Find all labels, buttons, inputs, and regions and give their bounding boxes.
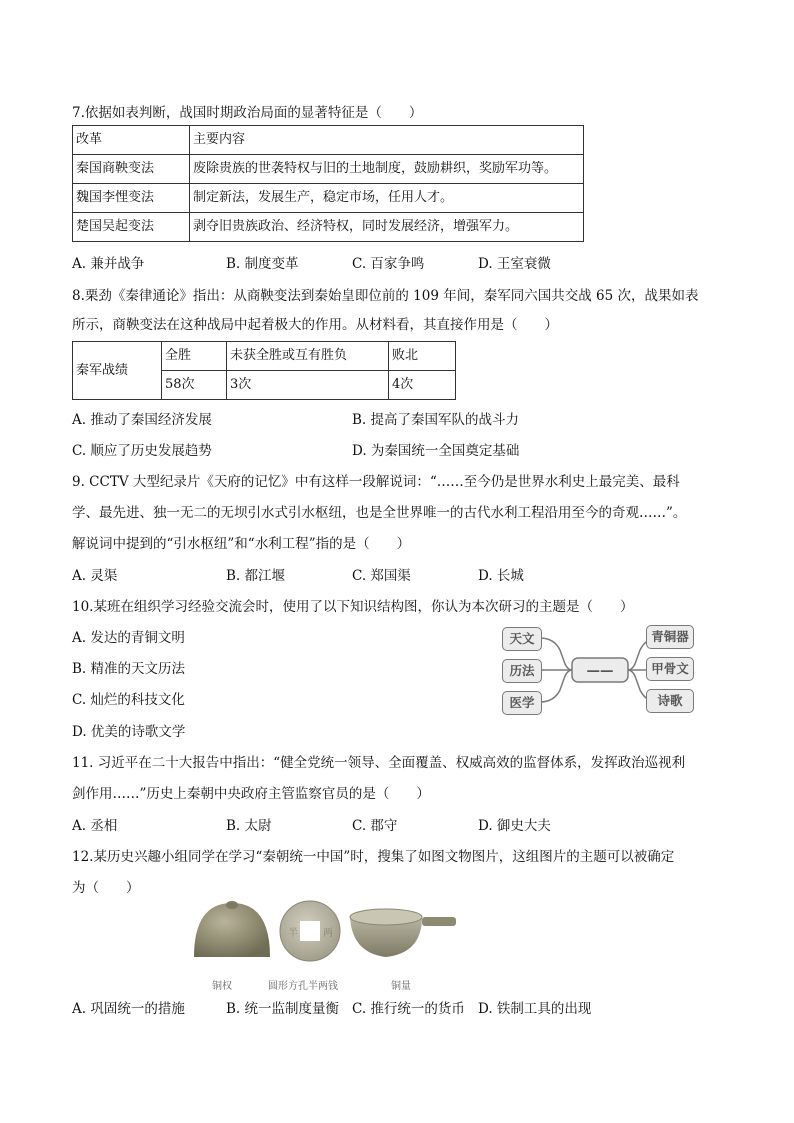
bronze-measure-image — [350, 909, 456, 957]
q7-table — [72, 125, 584, 242]
q9-stem-line3: 解说词中提到的“引水枢纽”和“水利工程”指的是（ ） — [72, 536, 411, 552]
option-d: D. 优美的诗歌文学 — [72, 724, 186, 740]
table-row — [73, 155, 584, 184]
option-c: C. 灿烂的科技文化 — [72, 692, 185, 708]
option-b: B. 精准的天文历法 — [72, 661, 186, 677]
table-cell: 制定新法，发展生产，稳定市场，任用人才。 — [190, 184, 584, 213]
option-b: B. 制度变革 — [226, 256, 299, 272]
artifact-caption: 铜权 — [212, 981, 232, 992]
option-c: C. 顺应了历史发展趋势 — [72, 443, 212, 459]
table-row — [73, 342, 456, 371]
table-row — [73, 213, 584, 242]
q12-stem-line2: 为（ ） — [72, 880, 140, 896]
table-cell: 秦国商鞅变法 — [73, 155, 190, 184]
q11-stem-line1: 11. 习近平在二十大报告中指出：“健全党统一领导、全面覆盖、权威高效的监督体系，发挥政治巡视利 — [72, 755, 686, 771]
q8-stem-line1: 8.栗劲《秦律通论》指出：从商鞅变法到秦始皇即位前的 109 年间，秦军同六国共交战 65 次，战果如表 — [72, 288, 699, 304]
diagram-node: 甲骨文 — [646, 657, 694, 681]
q12-stem-line1: 12.某历史兴趣小组同学在学习“秦朝统一中国”时，搜集了如图文物图片，这组图片的主题可以被确定 — [72, 849, 675, 865]
artifact-caption: 圆形方孔半两钱 — [268, 981, 338, 992]
q7-stem: 7.依据如表判断，战国时期政治局面的显著特征是（ ） — [72, 105, 423, 121]
diagram-node: 历法 — [502, 659, 542, 683]
table-cell: 3次 — [227, 371, 389, 400]
table-cell: 4次 — [389, 371, 456, 400]
option-d: D. 铁制工具的出现 — [478, 1001, 592, 1017]
svg-text:半: 半 — [288, 928, 298, 939]
option-a: A. 丞相 — [72, 818, 118, 834]
q8-table — [72, 341, 456, 400]
q10-stem: 10.某班在组织学习经验交流会时，使用了以下知识结构图，你认为本次研习的主题是（ ） — [72, 599, 634, 615]
option-d: D. 长城 — [478, 568, 524, 584]
table-row-label: 秦军战绩 — [73, 342, 162, 400]
table-header: 全胜 — [162, 342, 227, 371]
diagram-center-node: —— — [586, 663, 614, 679]
bronze-weight-image — [194, 901, 270, 957]
q8-stem-line2: 所示，商鞅变法在这种战局中起着极大的作用。从材料看，其直接作用是（ ） — [72, 317, 558, 333]
option-a: A. 巩固统一的措施 — [72, 1001, 185, 1017]
option-c: C. 郑国渠 — [352, 568, 411, 584]
option-b: B. 太尉 — [226, 818, 272, 834]
option-a: A. 推动了秦国经济发展 — [72, 412, 212, 428]
table-header: 败北 — [389, 342, 456, 371]
option-d: D. 为秦国统一全国奠定基础 — [352, 443, 520, 459]
artifact-images — [190, 895, 460, 970]
option-b: B. 统一监制度量衡 — [226, 1001, 340, 1017]
diagram-node: 天文 — [502, 627, 542, 651]
table-cell: 楚国吴起变法 — [73, 213, 190, 242]
option-c: C. 郡守 — [352, 818, 398, 834]
q9-stem-line2: 学、最先进、独一无二的无坝引水式引水枢纽，也是全世界唯一的古代水利工程沿用至今的奇观……”。 — [72, 505, 687, 521]
option-a: A. 灵渠 — [72, 568, 118, 584]
option-d: D. 王室衰微 — [478, 256, 551, 272]
table-cell: 58次 — [162, 371, 227, 400]
table-cell: 剥夺旧贵族政治、经济特权，同时发展经济，增强军力。 — [190, 213, 584, 242]
table-cell: 废除贵族的世袭特权与旧的土地制度，鼓励耕织，奖励军功等。 — [190, 155, 584, 184]
option-c: C. 百家争鸣 — [352, 256, 425, 272]
option-d: D. 御史大夫 — [478, 818, 551, 834]
table-cell: 魏国李悝变法 — [73, 184, 190, 213]
option-a: A. 发达的青铜文明 — [72, 630, 185, 646]
banliang-coin-image — [280, 901, 340, 961]
diagram-node: 诗歌 — [646, 689, 694, 713]
option-b: B. 都江堰 — [226, 568, 286, 584]
table-header: 改革 — [73, 126, 190, 155]
diagram-node: 医学 — [502, 691, 542, 715]
diagram-node: 青铜器 — [646, 625, 694, 649]
option-a: A. 兼并战争 — [72, 256, 145, 272]
table-row — [73, 184, 584, 213]
option-c: C. 推行统一的货币 — [352, 1001, 465, 1017]
svg-text:两: 两 — [323, 928, 333, 939]
q9-stem-line1: 9. CCTV 大型纪录片《天府的记忆》中有这样一段解说词：“……至今仍是世界水利史上最完美、最科 — [72, 474, 680, 490]
table-header: 未获全胜或互有胜负 — [227, 342, 389, 371]
option-b: B. 提高了秦国军队的战斗力 — [352, 412, 520, 428]
table-header: 主要内容 — [190, 126, 584, 155]
table-row — [73, 126, 584, 155]
q11-stem-line2: 剑作用……”历史上秦朝中央政府主管监察官员的是（ ） — [72, 786, 430, 802]
artifact-caption: 铜量 — [391, 981, 411, 992]
